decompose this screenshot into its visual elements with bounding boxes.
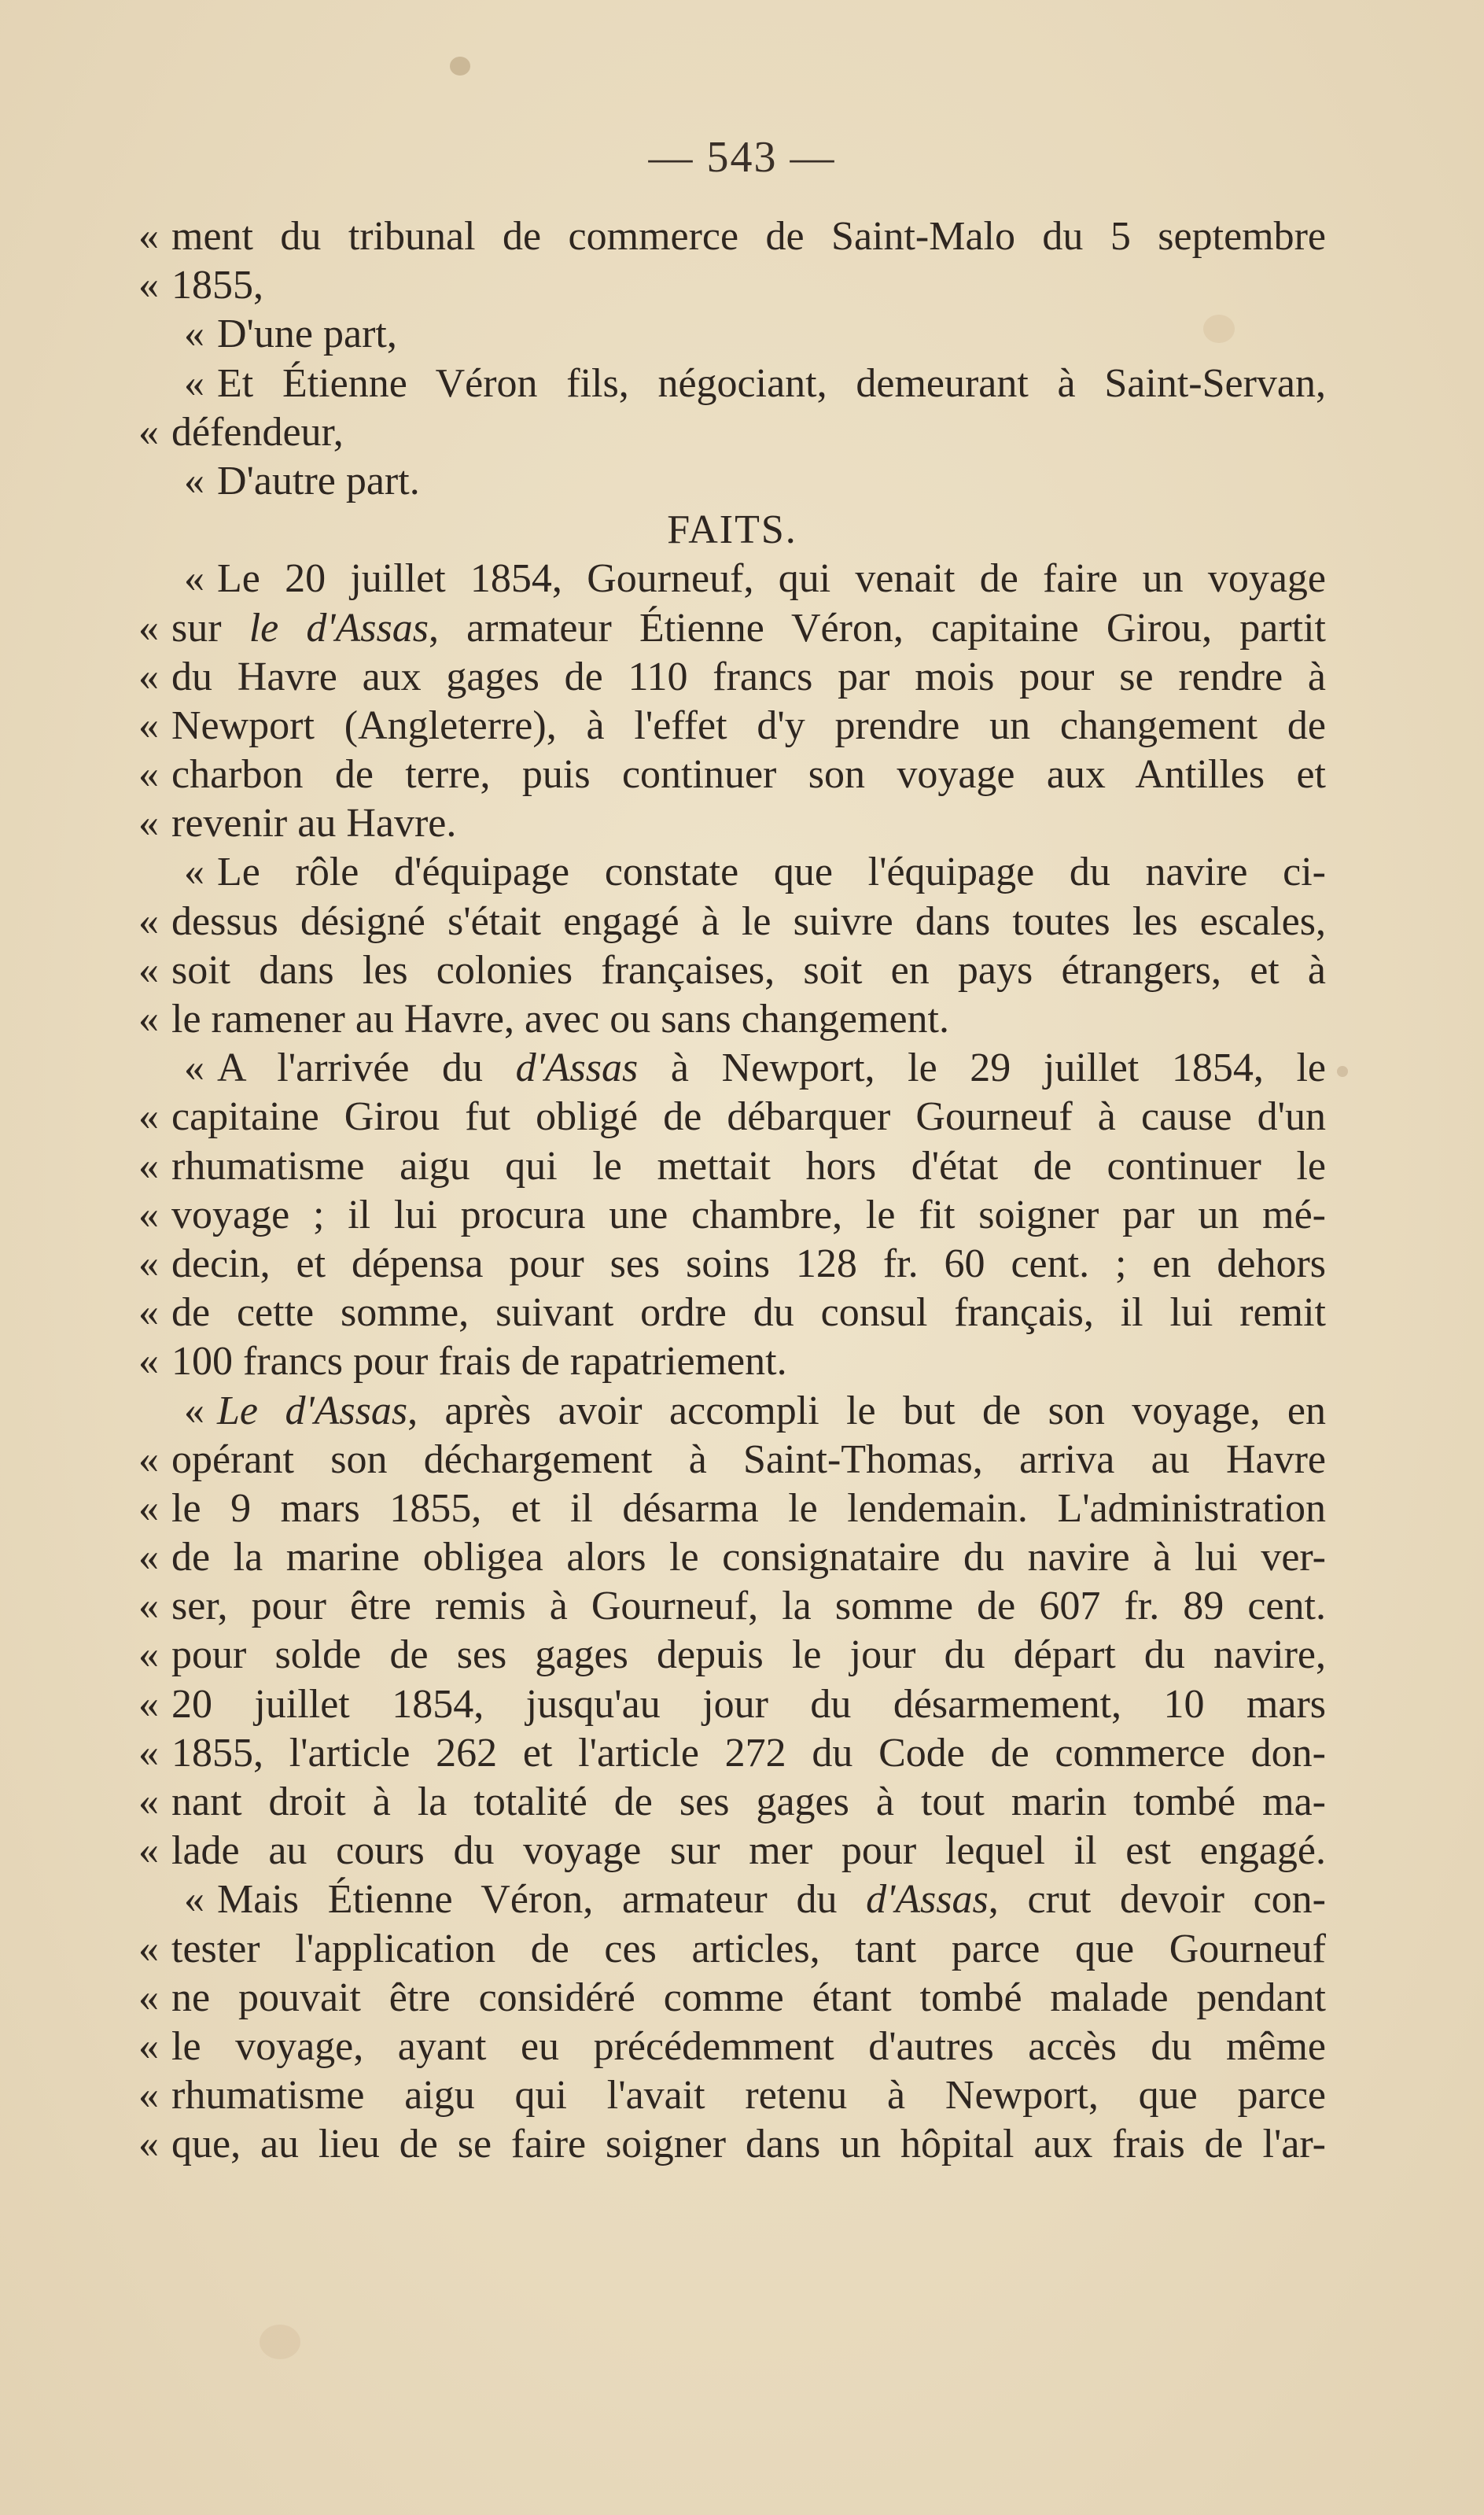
text-line <box>138 261 1326 310</box>
line-text: charbon de terre, puis continuer son voyage aux Antilles et <box>171 752 1326 798</box>
quote-mark: « <box>138 214 159 259</box>
quote-mark: « <box>138 1975 159 2020</box>
text-line <box>138 848 1326 897</box>
line-text: Newport (Angleterre), à l'effet d'y prendre un changement de <box>171 703 1326 748</box>
text-line <box>138 1289 1326 1337</box>
text-line <box>138 1093 1326 1141</box>
line-text: 1855, <box>171 263 263 308</box>
quote-mark: « <box>138 654 159 699</box>
text-line <box>138 653 1326 702</box>
line-text: , armateur Étienne Véron, capitaine Girou, partit <box>428 605 1326 651</box>
text-line <box>138 1582 1326 1631</box>
text-line <box>138 408 1326 457</box>
text-line <box>138 310 1326 359</box>
text-line <box>138 1925 1326 1974</box>
line-text: défendeur, <box>171 409 344 455</box>
line-text-start: A l'arrivée du <box>217 1045 516 1091</box>
quote-mark: « <box>138 1339 159 1385</box>
line-text: le 9 mars 1855, et il désarma le lendemain. L'administration <box>171 1485 1326 1531</box>
section-heading: FAITS. <box>667 507 797 553</box>
text-line <box>138 1044 1326 1093</box>
line-text: opérant son déchargement à Saint-Thomas, arriva au Havre <box>171 1436 1326 1482</box>
text-line <box>138 799 1326 848</box>
quote-mark: « <box>138 1485 159 1531</box>
line-text: pour solde de ses gages depuis le jour du départ du navire, <box>171 1632 1326 1678</box>
quote-mark: « <box>138 997 159 1042</box>
quote-mark: « <box>138 2023 159 2069</box>
line-text: à Newport, le 29 juillet 1854, le <box>638 1045 1326 1091</box>
quote-mark: « <box>138 898 159 944</box>
quote-mark: « <box>138 1828 159 1874</box>
text-line <box>138 1974 1326 2023</box>
line-text: , crut devoir con- <box>988 1877 1326 1923</box>
quote-mark: « <box>138 1779 159 1824</box>
line-text: decin, et dépensa pour ses soins 128 fr. 60 cent. ; en dehors <box>171 1241 1326 1286</box>
line-text: Et Étienne Véron fils, négociant, demeurant à Saint-Servan, <box>217 360 1326 406</box>
text-line <box>138 1631 1326 1680</box>
ship-name: d'Assas <box>515 1045 639 1091</box>
quote-mark: « <box>138 1436 159 1482</box>
foxing-spot <box>260 2325 300 2359</box>
line-text: nant droit à la totalité de ses gages à tout marin tombé ma- <box>171 1779 1326 1824</box>
quote-mark: « <box>138 1730 159 1776</box>
line-text-start: Mais Étienne Véron, armateur du <box>217 1877 867 1923</box>
quote-mark: « <box>184 458 204 503</box>
line-text: rhumatisme aigu qui le mettait hors d'état de continuer le <box>171 1143 1326 1189</box>
text-line <box>138 1484 1326 1533</box>
text-line <box>138 1729 1326 1778</box>
quote-mark: « <box>138 801 159 846</box>
quote-mark: « <box>138 1241 159 1286</box>
line-text: ser, pour être remis à Gourneuf, la somme de 607 fr. 89 cent. <box>171 1584 1326 1629</box>
quote-mark: « <box>138 1632 159 1678</box>
foxing-spot <box>1337 1066 1348 1077</box>
line-text: 1855, l'article 262 et l'article 272 du Code de commerce don- <box>171 1730 1326 1776</box>
quote-mark: « <box>138 2122 159 2167</box>
line-text: le voyage, ayant eu précédemment d'autres accès du même <box>171 2023 1326 2069</box>
text-line <box>138 1778 1326 1827</box>
ship-name: d'Assas <box>866 1877 989 1923</box>
ship-name: le d'Assas <box>249 605 429 651</box>
quote-mark: « <box>138 409 159 455</box>
line-text: que, au lieu de se faire soigner dans un hôpital aux frais de l'ar- <box>171 2122 1326 2167</box>
quote-mark: « <box>184 1045 204 1091</box>
text-line <box>138 2071 1326 2120</box>
text-line <box>138 1191 1326 1240</box>
text-line <box>138 457 1326 506</box>
quote-mark: « <box>138 947 159 993</box>
quote-mark: « <box>138 1926 159 1971</box>
line-text: Le 20 juillet 1854, Gourneuf, qui venait de faire un voyage <box>217 556 1326 602</box>
line-text: voyage ; il lui procura une chambre, le fit soigner par un mé- <box>171 1192 1326 1237</box>
line-text: Le rôle d'équipage constate que l'équipage du navire ci- <box>217 850 1326 895</box>
line-text: revenir au Havre. <box>171 801 457 846</box>
text-line <box>138 604 1326 653</box>
text-line <box>138 995 1326 1044</box>
page-number: — 543 — <box>648 133 836 182</box>
text-line <box>138 898 1326 946</box>
quote-mark: « <box>138 1535 159 1580</box>
text-line <box>138 1337 1326 1386</box>
text-line <box>138 1240 1326 1289</box>
text-line <box>138 946 1326 995</box>
quote-mark: « <box>184 360 204 406</box>
line-text: de cette somme, suivant ordre du consul français, il lui remit <box>171 1290 1326 1336</box>
quote-mark: « <box>138 1192 159 1237</box>
line-text: du Havre aux gages de 110 francs par mois pour se rendre à <box>171 654 1326 699</box>
text-line <box>138 360 1326 408</box>
line-text: tester l'application de ces articles, tant parce que Gourneuf <box>171 1926 1326 1971</box>
text-line <box>138 702 1326 750</box>
text-line <box>138 1142 1326 1191</box>
text-line <box>138 750 1326 799</box>
ship-name: Le d'Assas <box>217 1388 408 1433</box>
ink-spot <box>450 57 470 76</box>
text-line <box>138 1387 1326 1436</box>
text-line <box>138 1680 1326 1729</box>
line-text: 100 francs pour frais de rapatriement. <box>171 1339 787 1385</box>
quote-mark: « <box>138 263 159 308</box>
line-text: rhumatisme aigu qui l'avait retenu à Newport, que parce <box>171 2073 1326 2119</box>
quote-mark: « <box>184 1388 204 1433</box>
quote-mark: « <box>138 1290 159 1336</box>
quote-mark: « <box>138 1584 159 1629</box>
text-line <box>138 1827 1326 1875</box>
body-text <box>138 212 1326 2170</box>
quote-mark: « <box>138 703 159 748</box>
line-text: ne pouvait être considéré comme étant tombé malade pendant <box>171 1975 1326 2020</box>
quote-mark: « <box>138 1681 159 1727</box>
text-line <box>138 2120 1326 2169</box>
text-line <box>138 1436 1326 1484</box>
text-line <box>138 1875 1326 1924</box>
line-text: le ramener au Havre, avec ou sans changement. <box>171 997 949 1042</box>
line-text: de la marine obligea alors le consignataire du navire à lui ver- <box>171 1535 1326 1580</box>
quote-mark: « <box>138 605 159 651</box>
quote-mark: « <box>184 850 204 895</box>
text-line <box>138 2023 1326 2071</box>
quote-mark: « <box>138 1094 159 1140</box>
quote-mark: « <box>138 752 159 798</box>
line-text: ment du tribunal de commerce de Saint-Malo du 5 septembre <box>171 214 1326 259</box>
text-line <box>138 1533 1326 1582</box>
line-text-start: sur <box>171 605 249 651</box>
line-text: , après avoir accompli le but de son voyage, en <box>407 1388 1327 1433</box>
text-line <box>138 212 1326 261</box>
line-text: lade au cours du voyage sur mer pour lequel il est engagé. <box>171 1828 1326 1874</box>
line-text: D'une part, <box>217 312 397 357</box>
line-text: dessus désigné s'était engagé à le suivre dans toutes les escales, <box>171 898 1326 944</box>
quote-mark: « <box>138 2073 159 2119</box>
line-text: soit dans les colonies françaises, soit en pays étrangers, et à <box>171 947 1326 993</box>
quote-mark: « <box>184 556 204 602</box>
quote-mark: « <box>184 312 204 357</box>
quote-mark: « <box>184 1877 204 1923</box>
line-text: 20 juillet 1854, jusqu'au jour du désarmement, 10 mars <box>171 1681 1326 1727</box>
line-text: capitaine Girou fut obligé de débarquer Gourneuf à cause d'un <box>171 1094 1326 1140</box>
line-text: D'autre part. <box>217 458 420 503</box>
text-line <box>138 555 1326 603</box>
quote-mark: « <box>138 1143 159 1189</box>
